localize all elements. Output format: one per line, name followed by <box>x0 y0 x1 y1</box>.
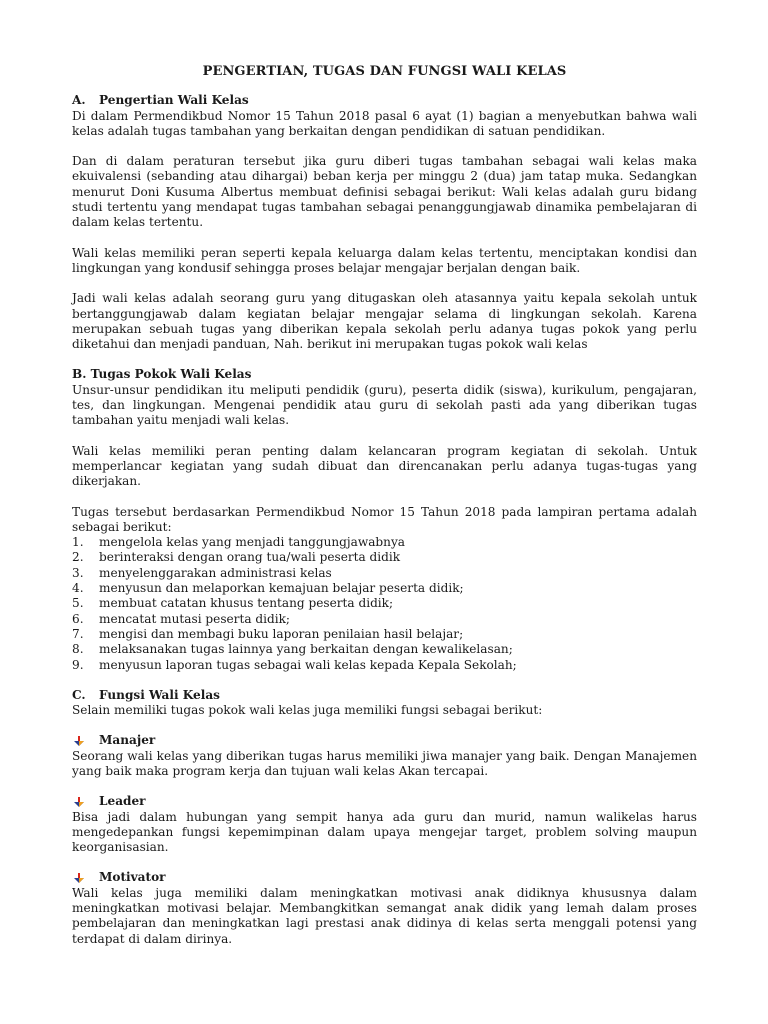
list-number: 3. <box>72 565 84 580</box>
list-item <box>72 658 697 673</box>
paragraph: Wali kelas memiliki peran penting dalam kelancaran program kegiatan di sekolah. Untuk memperlancar kegiatan yang sudah dibuat dan direncanakan perlu adanya tugas-tugas yang dikerjakan. <box>72 443 697 489</box>
list-number: 5. <box>72 596 84 611</box>
paragraph: Selain memiliki tugas pokok wali kelas juga memiliki fungsi sebagai berikut: <box>72 703 543 718</box>
paragraph: Jadi wali kelas adalah seorang guru yang ditugaskan oleh atasannya yaitu kepala sekolah untuk bertanggungjawab dalam kegiatan belajar mengajar selama di lingkungan sekolah. Karena merupakan sebuah tugas yang diberikan kepala sekolah perlu adanya tugas pokok yang perlu diketahui dan menjadi panduan, Nah. berikut ini merupakan tugas pokok wali kelas <box>72 291 697 352</box>
list-text: menyusun laporan tugas sebagai wali kelas kepada Kepala Sekolah; <box>99 657 517 672</box>
list-text: membuat catatan khusus tentang peserta didik; <box>99 596 394 611</box>
list-text: berinteraksi dengan orang tua/wali peserta didik <box>99 550 401 565</box>
list-text: menyusun dan melaporkan kemajuan belajar peserta didik; <box>99 581 464 596</box>
document-title: PENGERTIAN, TUGAS DAN FUNGSI WALI KELAS <box>202 64 567 79</box>
bullet-arrow-right <box>79 741 84 746</box>
section-a-title: Pengertian Wali Kelas <box>99 93 249 108</box>
list-number: 8. <box>72 642 84 657</box>
list-number: 4. <box>72 581 84 596</box>
list-number: 9. <box>72 657 84 672</box>
list-item <box>72 535 697 550</box>
function-title: Motivator <box>99 870 166 885</box>
paragraph: Tugas tersebut berdasarkan Permendikbud Nomor 15 Tahun 2018 pada lampiran pertama adalah sebagai berikut: <box>72 504 697 534</box>
list-item <box>72 596 697 611</box>
bullet-arrow-right <box>79 878 84 883</box>
function-title: Manajer <box>99 733 156 748</box>
section-a-letter: A. <box>72 93 86 108</box>
function-heading-motivator <box>72 870 697 885</box>
paragraph: Seorang wali kelas yang diberikan tugas harus memiliki jiwa manajer yang baik. Dengan Manajemen yang baik maka program kerja dan tujuan wali kelas Akan tercapai. <box>72 748 697 778</box>
list-text: mengelola kelas yang menjadi tanggungjawabnya <box>99 535 405 550</box>
list-item <box>72 642 697 657</box>
task-list <box>72 535 697 673</box>
list-item <box>72 627 697 642</box>
function-heading-leader <box>72 794 697 809</box>
paragraph: Wali kelas juga memiliki dalam meningkatkan motivasi anak didiknya khususnya dalam meningkatkan motivasi belajar. Membangkitkan semangat anak didik yang lemah dalam proses pembelajaran dan meningkatkan lagi prestasi anak didinya di kelas serta menggali potensi yang terdapat di dalam dirinya. <box>72 885 697 946</box>
function-heading-manajer <box>72 733 697 748</box>
list-number: 7. <box>72 626 84 641</box>
list-item <box>72 550 697 565</box>
list-text: menyelenggarakan administrasi kelas <box>99 565 332 580</box>
list-item <box>72 581 697 596</box>
paragraph: Di dalam Permendikbud Nomor 15 Tahun 2018 pasal 6 ayat (1) bagian a menyebutkan bahwa wali kelas adalah tugas tambahan yang berkaitan dengan pendidikan di satuan pendidikan. <box>72 108 697 138</box>
list-item <box>72 612 697 627</box>
paragraph: Unsur-unsur pendidikan itu meliputi pendidik (guru), peserta didik (siswa), kurikulum, pengajaran, tes, dan lingkungan. Mengenai pendidik atau guru di sekolah pasti ada yang diberikan tugas tambahan yaitu menjadi wali kelas. <box>72 382 697 428</box>
section-b-heading: B. Tugas Pokok Wali Kelas <box>72 367 252 382</box>
arrow-bullet-icon <box>74 736 84 746</box>
arrow-bullet-icon <box>74 873 84 883</box>
document-page <box>72 64 697 947</box>
list-text: mencatat mutasi peserta didik; <box>99 611 290 626</box>
section-c-heading <box>72 688 697 703</box>
paragraph: Wali kelas memiliki peran seperti kepala keluarga dalam kelas tertentu, menciptakan kondisi dan lingkungan yang kondusif sehingga proses belajar mengajar berjalan dengan baik. <box>72 245 697 275</box>
list-number: 1. <box>72 535 84 550</box>
list-number: 2. <box>72 550 84 565</box>
bullet-arrow-right <box>79 802 84 807</box>
function-title: Leader <box>99 794 146 809</box>
list-item <box>72 566 697 581</box>
section-c-title: Fungsi Wali Kelas <box>99 687 220 702</box>
section-a-heading <box>72 93 697 108</box>
paragraph: Dan di dalam peraturan tersebut jika guru diberi tugas tambahan sebagai wali kelas maka ekuivalensi (sebanding atau dihargai) beban kerja per minggu 2 (dua) jam tatap muka. Sedangkan menurut Doni Kusuma Albertus membuat definisi sebagai berikut: Wali kelas adalah guru bidang studi tertentu yang mendapat tugas tambahan sebagai penanggungjawab dinamika pembelajaran di dalam kelas tertentu. <box>72 154 697 230</box>
list-number: 6. <box>72 611 84 626</box>
list-text: mengisi dan membagi buku laporan penilaian hasil belajar; <box>99 626 464 641</box>
section-c-letter: C. <box>72 687 86 702</box>
paragraph: Bisa jadi dalam hubungan yang sempit hanya ada guru dan murid, namun walikelas harus mengedepankan fungsi kepemimpinan dalam upaya mengejar target, problem solving maupun keorganisasian. <box>72 809 697 855</box>
arrow-bullet-icon <box>74 797 84 807</box>
list-text: melaksanakan tugas lainnya yang berkaitan dengan kewalikelasan; <box>99 642 513 657</box>
